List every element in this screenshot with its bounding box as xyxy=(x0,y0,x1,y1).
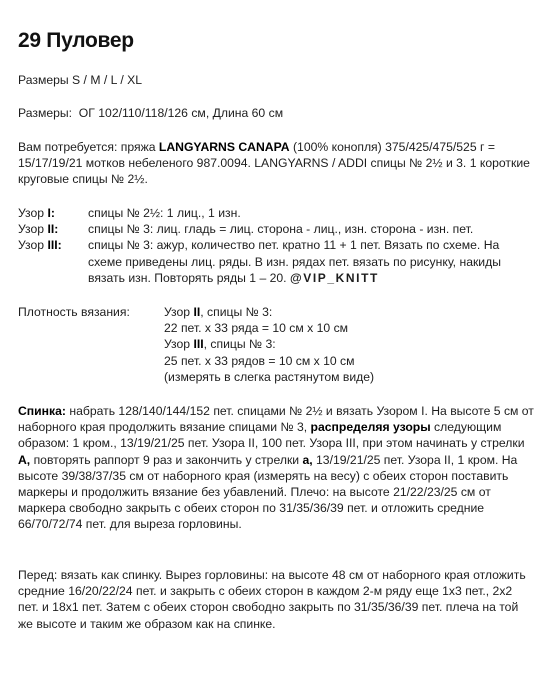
density-line: Узор II, спицы № 3: xyxy=(164,305,273,319)
density-label: Плотность вязания: xyxy=(18,305,130,319)
sizes-line: Размеры S / M / L / XL xyxy=(18,73,143,87)
yarn-brand: LANGYARNS CANAPA xyxy=(158,140,290,154)
distribute-patterns: распределяя узоры xyxy=(310,420,431,435)
pattern-label: Узор III: xyxy=(18,238,62,253)
materials-paragraph xyxy=(18,139,536,188)
arrow-a-lower: a, xyxy=(302,452,313,467)
pattern-text: спицы № 3: ажур, количество пет. кратно 11 + 1 пет. Вязать по схеме. На схеме приведены лиц. ряды. В изн. рядах пет. вязать по рисунку, накиды вязать изн. Повторять ряды 1 – 20. @VIP_KNITT xyxy=(88,238,501,285)
arrow-a-upper: A, xyxy=(18,452,31,467)
back-label: Спинка: xyxy=(18,404,66,418)
measures-line: Размеры: ОГ 102/110/118/126 см, Длина 60 см xyxy=(18,106,284,120)
materials-details: (100% конопля) 375/425/475/525 г = 15/17/19/21 мотков небеленого 987.0094. LANGYARNS / ADDI спицы № 2½ и 3. 1 короткие круговые спицы № 2½. xyxy=(18,140,530,187)
density-line: (измерять в слегка растянутом виде) xyxy=(164,369,375,384)
density-line: 25 пет. х 33 рядов = 10 см х 10 см xyxy=(164,353,355,368)
density-section xyxy=(18,304,536,385)
pattern-row xyxy=(18,221,536,237)
pattern-row xyxy=(18,237,536,286)
front-paragraph: Перед: вязать как спинку. Вырез горловины: на высоте 48 см от наборного края отложить средние 16/20/22/24 пет. и закрыть с обеих сторон в каждом 2-м ряду еще 1х3 пет., 2х2 пет. и 18х1 пет. Затем с обеих сторон свободно закрыть по 31/35/36/39 пет. плеча на той же высоте и таким же образом как на спинке. xyxy=(18,568,526,631)
materials-intro: Вам потребуется: пряжа xyxy=(18,140,159,154)
pattern-label: Узор I: xyxy=(18,206,55,220)
pattern-row xyxy=(18,205,536,221)
page-title: 29 Пуловер xyxy=(18,29,134,52)
density-line: 22 пет. х 33 ряда = 10 см х 10 см xyxy=(164,321,349,336)
density-values xyxy=(164,304,536,385)
patterns-section xyxy=(18,205,536,286)
pattern-label: Узор II: xyxy=(18,222,59,237)
back-paragraph: Спинка: набрать 128/140/144/152 пет. спицами № 2½ и вязать Узором I. На высоте 5 см от наборного края продолжить вязание спицами № 3, распределяя узоры следующим образом: 1 кром., 13/19/21/25 пет. Узора II, 100 пет. Узора III, при этом начинать у стрелки A, повторять раппорт 9 раз и закончить у стрелки a, 13/19/21/25 пет. Узора II, 1 кром. На высоте 39/38/37/35 см от наборного края (измерять на весу) с обеих сторон поставить маркеры и продолжить вязание без убавлений. Плечо: на высоте 21/22/23/25 см от маркера свободно закрыть с обеих сторон по 31/35/36/39 пет. и отложить средние 66/70/72/74 пет. для выреза горловины. xyxy=(18,404,534,532)
density-line: Узор III, спицы № 3: xyxy=(164,337,276,352)
pattern-text: спицы № 3: лиц. гладь = лиц. сторона - лиц., изн. сторона - изн. пет. xyxy=(88,222,474,237)
watermark-text: @VIP_KNITT xyxy=(289,270,379,285)
pattern-text: спицы № 2½: 1 лиц., 1 изн. xyxy=(88,206,241,220)
